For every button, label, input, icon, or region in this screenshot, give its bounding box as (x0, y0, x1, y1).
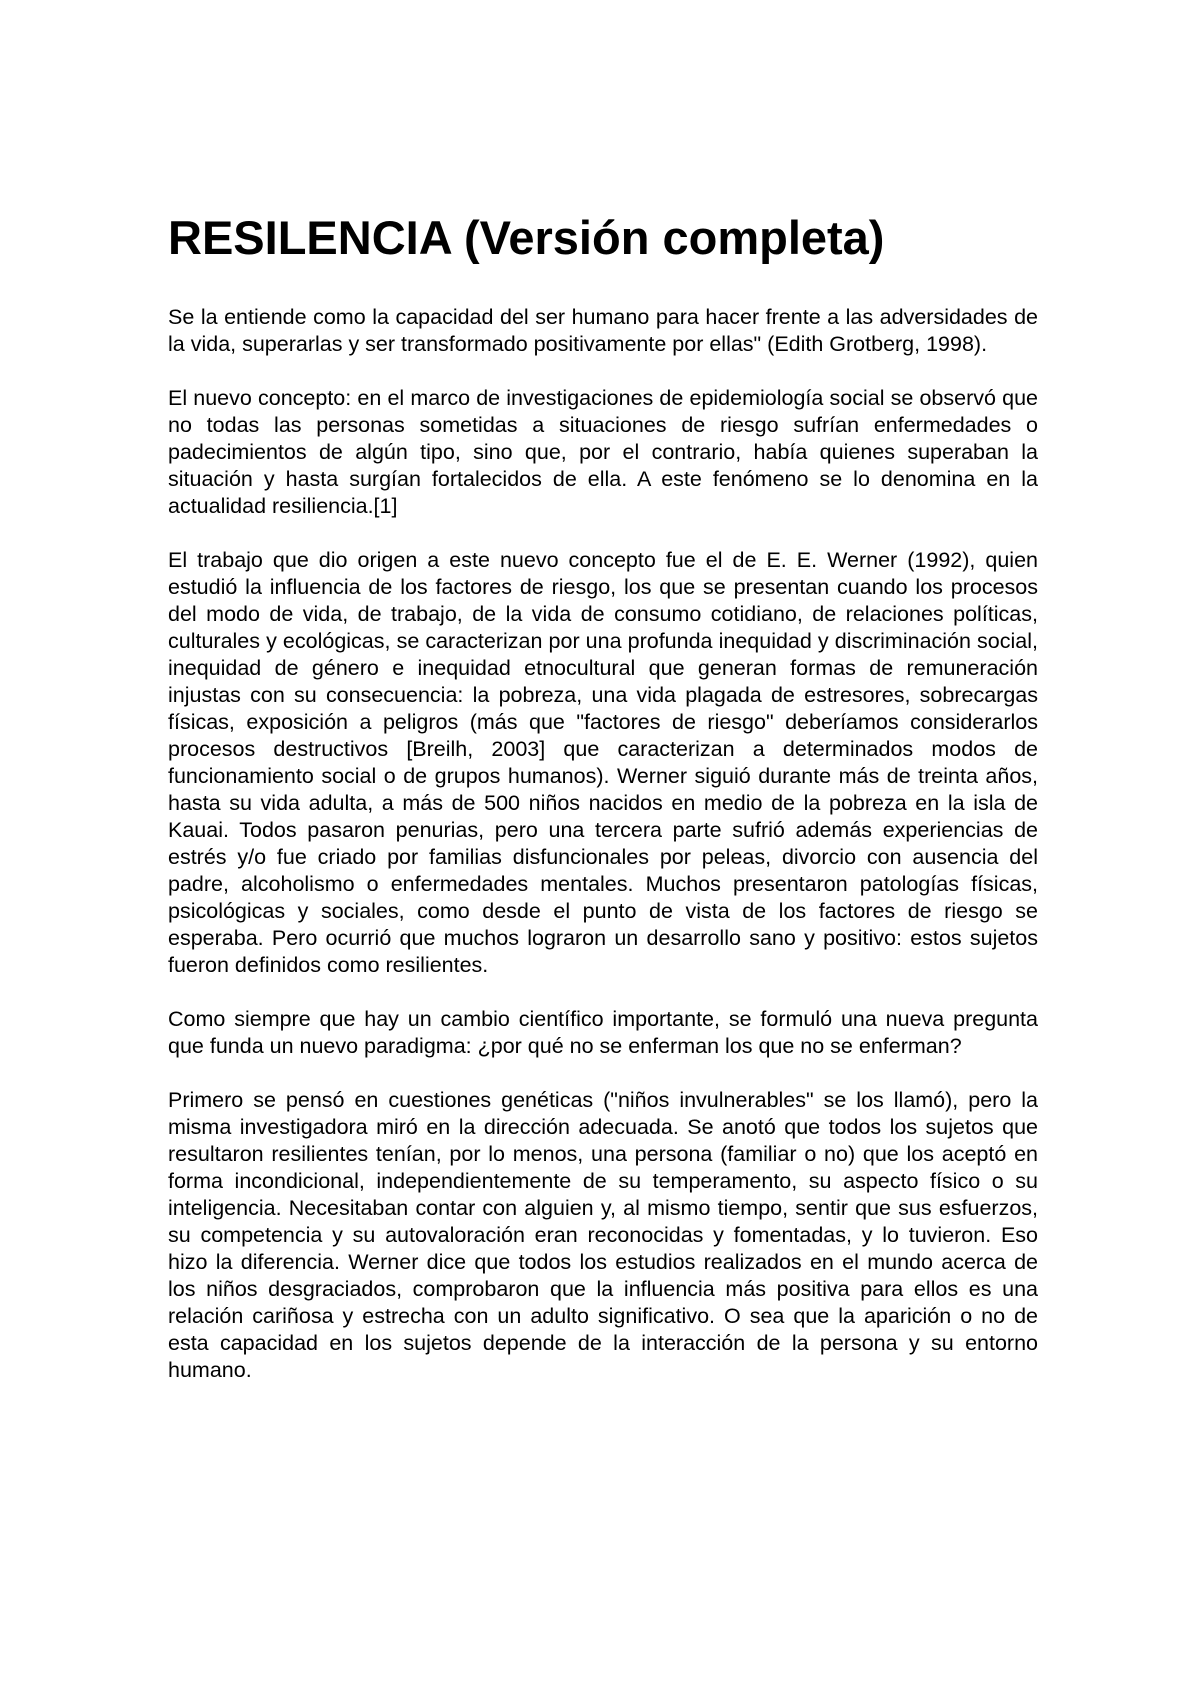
paragraph-genetics: Primero se pensó en cuestiones genéticas ("niños invulnerables" se los llamó), pero la misma investigadora miró en la dirección adecuada. Se anotó que todos los sujetos que resultaron resilientes tenían, por lo menos, una persona (familiar o no) que los aceptó en forma incondicional, independientemente de su temperamento, su aspecto físico o su inteligencia. Necesitaban contar con alguien y, al mismo tiempo, sentir que sus esfuerzos, su competencia y su autovaloración eran reconocidas y fomentadas, y lo tuvieron. Eso hizo la diferencia. Werner dice que todos los estudios realizados en el mundo acerca de los niños desgraciados, comprobaron que la influencia más positiva para ellos es una relación cariñosa y estrecha con un adulto significativo. O sea que la aparición o no de esta capacidad en los sujetos depende de la interacción de la persona y su entorno humano. (168, 1088, 1038, 1383)
paragraph-werner-study: El trabajo que dio origen a este nuevo concepto fue el de E. E. Werner (1992), quien estudió la influencia de los factores de riesgo, los que se presentan cuando los procesos del modo de vida, de trabajo, de la vida de consumo cotidiano, de relaciones políticas, culturales y ecológicas, se caracterizan por una profunda inequidad y discriminación social, inequidad de género e inequidad etnocultural que generan formas de remuneración injustas con su consecuencia: la pobreza, una vida plagada de estresores, sobrecargas físicas, exposición a peligros (más que "factores de riesgo" deberíamos considerarlos procesos destructivos [Breilh, 2003] que caracterizan a determinados modos de funcionamiento social o de grupos humanos). Werner siguió durante más de treinta años, hasta su vida adulta, a más de 500 niños nacidos en medio de la pobreza en la isla de Kauai. Todos pasaron penurias, pero una tercera parte sufrió además experiencias de estrés y/o fue criado por familias disfuncionales por peleas, divorcio con ausencia del padre, alcoholismo o enfermedades mentales. Muchos presentaron patologías físicas, psicológicas y sociales, como desde el punto de vista de los factores de riesgo se esperaba. Pero ocurrió que muchos lograron un desarrollo sano y positivo: estos sujetos fueron definidos como resilientes. (168, 548, 1038, 978)
paragraph-new-paradigm: Como siempre que hay un cambio científico importante, se formuló una nueva pregunta que funda un nuevo paradigma: ¿por qué no se enferman los que no se enferman? (168, 1007, 1038, 1059)
paragraph-new-concept: El nuevo concepto: en el marco de investigaciones de epidemiología social se observó que no todas las personas sometidas a situaciones de riesgo sufrían enfermedades o padecimientos de algún tipo, sino que, por el contrario, había quienes superaban la situación y hasta surgían fortalecidos de ella. A este fenómeno se lo denomina en la actualidad resiliencia.[1] (168, 386, 1038, 519)
document-title: RESILENCIA (Versión completa) (168, 211, 885, 264)
paragraph-definition: Se la entiende como la capacidad del ser humano para hacer frente a las adversidades de la vida, superarlas y ser transformado positivamente por ellas" (Edith Grotberg, 1998). (168, 305, 1038, 357)
document-page (168, 210, 1038, 1411)
